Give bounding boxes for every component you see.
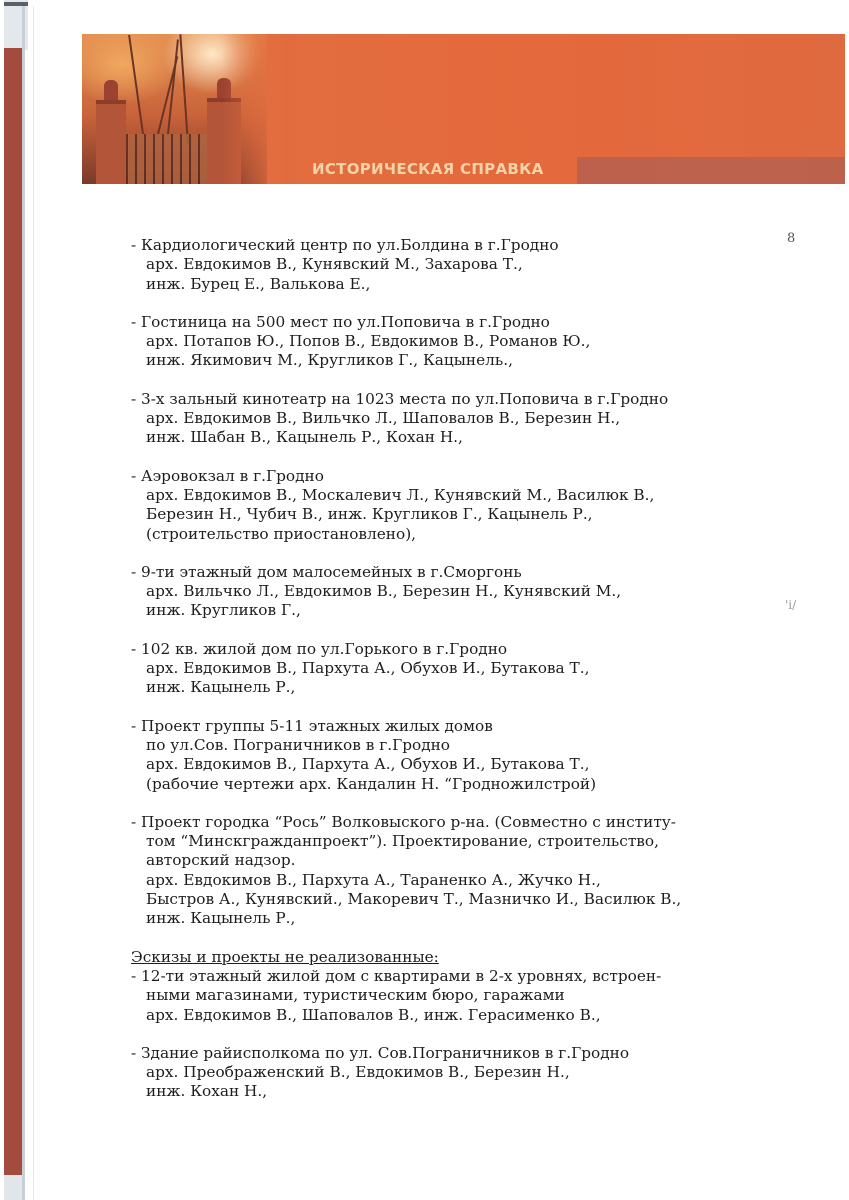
- project-credits-line: арх. Потапов Ю., Попов В., Евдокимов В., Романов Ю.,: [146, 332, 591, 351]
- project-credits-line: Быстров А., Кунявский., Макоревич Т., Мазничко И., Василюк В.,: [146, 890, 682, 909]
- project-credits-line: арх. Евдокимов В., Кунявский М., Захарова Т.,: [146, 255, 523, 274]
- project-credits-line: ными магазинами, туристическим бюро, гаражами: [146, 986, 565, 1005]
- project-credits-line: том “Минскгражданпроект”). Проектирование, строительство,: [146, 832, 659, 851]
- project-credits-line: инж. Кацынель Р.,: [146, 909, 296, 928]
- project-credits-line: арх. Евдокимов В., Пархута А., Обухов И., Бутакова Т.,: [146, 659, 590, 678]
- project-title: - Кардиологический центр по ул.Болдина в г.Гродно: [131, 236, 559, 254]
- project-entry: [131, 390, 751, 448]
- project-entry: [131, 313, 751, 371]
- project-credits-line: инж. Якимович М., Кругликов Г., Кацынель.,: [146, 351, 513, 370]
- project-title: - Здание райисполкома по ул. Сов.Пограничников в г.Гродно: [131, 1043, 630, 1062]
- project-credits-line: арх. Евдокимов В., Пархута А., Обухов И., Бутакова Т.,: [146, 755, 590, 774]
- project-title: - Гостиница на 500 мест по ул.Поповича в г.Гродно: [131, 312, 550, 331]
- project-title: - 12-ти этажный жилой дом с квартирами в 2-х уровнях, встроен-: [131, 966, 662, 985]
- project-credits-line: арх. Евдокимов В., Шаповалов В., инж. Герасименко В.,: [146, 1005, 601, 1024]
- project-entry: [131, 563, 751, 621]
- banner-accent-strip: [577, 157, 845, 184]
- project-credits-line: инж. Бурец Е., Валькова Е.,: [146, 274, 371, 293]
- project-credits-line: инж. Шабан В., Кацынель Р., Кохан Н.,: [146, 428, 463, 447]
- project-credits-line: арх. Вильчко Л., Евдокимов В., Березин Н., Кунявский М.,: [146, 582, 622, 601]
- project-entry: [131, 967, 751, 1025]
- page-number: 8: [787, 231, 796, 246]
- project-credits-line: арх. Преображенский В., Евдокимов В., Березин Н.,: [146, 1063, 570, 1082]
- project-credits-line: (рабочие чертежи арх. Кандалин Н. “Гродножилстрой): [146, 774, 597, 793]
- project-credits-line: арх. Евдокимов В., Пархута А., Тараненко А., Жучко Н.,: [146, 870, 601, 889]
- project-credits-line: (строительство приостановлено),: [146, 524, 417, 543]
- project-title: - Проект городка “Рось” Волковыского р-на. (Совместно с институ-: [131, 812, 676, 831]
- project-credits-line: авторский надзор.: [146, 851, 296, 870]
- project-entry: [131, 813, 751, 929]
- page-edge: [22, 6, 25, 1200]
- project-title: - Аэровокзал в г.Гродно: [131, 466, 324, 485]
- project-entry: [131, 1044, 751, 1102]
- project-credits-line: инж. Кацынель Р.,: [146, 678, 296, 697]
- project-credits-line: инж. Кругликов Г.,: [146, 601, 301, 620]
- project-entry: [131, 236, 751, 294]
- section-title: ИСТОРИЧЕСКАЯ СПРАВКА: [312, 160, 544, 178]
- project-credits-line: по ул.Сов. Пограничников в г.Гродно: [146, 735, 451, 754]
- unrealized-section: [131, 948, 751, 1102]
- header-banner: [82, 34, 845, 184]
- project-credits-line: арх. Евдокимов В., Москалевич Л., Кунявский М., Василюк В.,: [146, 485, 655, 504]
- project-credits-line: инж. Кохан Н.,: [146, 1082, 268, 1101]
- unrealized-heading: Эскизы и проекты не реализованные:: [131, 947, 439, 966]
- gate-pillar-left: [96, 100, 126, 184]
- project-entry: [131, 467, 751, 544]
- gate-fence: [126, 134, 207, 184]
- project-title: - 3-х зальный кинотеатр на 1023 места по ул.Поповича в г.Гродно: [131, 389, 669, 408]
- project-title: - 9-ти этажный дом малосемейных в г.Сморгонь: [131, 562, 522, 581]
- project-entry: [131, 640, 751, 698]
- margin-mark: 'i/: [785, 598, 797, 612]
- binding-strip: [4, 48, 22, 1176]
- project-credits-line: арх. Евдокимов В., Вильчко Л., Шаповалов В., Березин Н.,: [146, 409, 621, 428]
- binding-strip-bottom: [4, 1175, 22, 1200]
- project-title: - 102 кв. жилой дом по ул.Горького в г.Гродно: [131, 639, 508, 658]
- project-list: [131, 236, 751, 1121]
- project-credits-line: Березин Н., Чубич В., инж. Кругликов Г., Кацынель Р.,: [146, 505, 593, 524]
- project-entry: [131, 717, 751, 794]
- page-edge-line: [33, 6, 34, 1200]
- project-title: - Проект группы 5-11 этажных жилых домов: [131, 716, 493, 735]
